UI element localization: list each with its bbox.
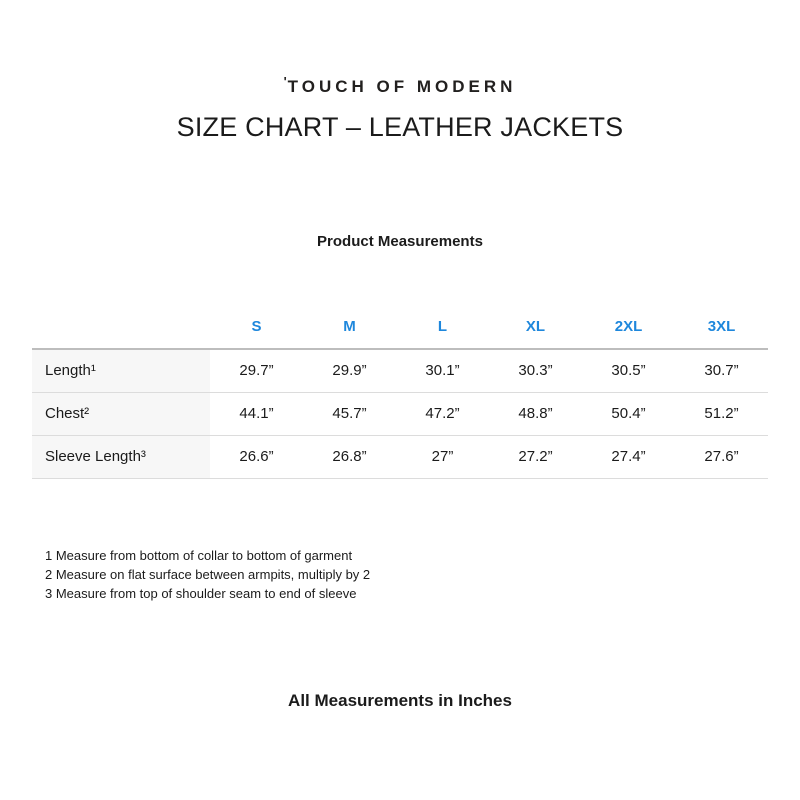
measurement-cell: 30.7” — [675, 349, 768, 392]
measurement-cell: 29.7” — [210, 349, 303, 392]
brand-logo — [0, 74, 800, 97]
page-title: SIZE CHART – LEATHER JACKETS — [176, 112, 624, 142]
row-label-length: Length¹ — [32, 349, 210, 392]
measurement-cell: 26.6” — [210, 435, 303, 478]
size-table — [32, 305, 768, 479]
corner-header-cell — [32, 305, 210, 349]
measurement-cell: 27.6” — [675, 435, 768, 478]
table-row-sleeve-length — [32, 435, 768, 478]
footnote-line-1: 1 Measure from bottom of collar to bottom of garment — [45, 548, 353, 563]
size-column-header-2xl: 2XL — [582, 305, 675, 349]
measurement-cell: 27.4” — [582, 435, 675, 478]
size-header-row — [32, 305, 768, 349]
size-column-header-s: S — [210, 305, 303, 349]
table-row-length — [32, 349, 768, 392]
size-column-header-l: L — [396, 305, 489, 349]
footer-note: All Measurements in Inches — [288, 691, 512, 710]
size-column-header-xl: XL — [489, 305, 582, 349]
measurement-cell: 47.2” — [396, 392, 489, 435]
measurement-cell: 27.2” — [489, 435, 582, 478]
size-column-header-3xl: 3XL — [675, 305, 768, 349]
footnote-line-3: 3 Measure from top of shoulder seam to end of sleeve — [45, 586, 357, 601]
measurement-cell: 44.1” — [210, 392, 303, 435]
measurement-cell: 26.8” — [303, 435, 396, 478]
measurement-cell: 30.5” — [582, 349, 675, 392]
footnote-line-2: 2 Measure on flat surface between armpits, multiply by 2 — [45, 567, 371, 582]
measurement-cell: 50.4” — [582, 392, 675, 435]
measurement-cell: 45.7” — [303, 392, 396, 435]
table-row-chest — [32, 392, 768, 435]
logo-tick-mark: ' — [283, 74, 287, 89]
table-title: Product Measurements — [317, 233, 483, 250]
measurement-cell: 30.1” — [396, 349, 489, 392]
row-label-sleeve-length: Sleeve Length³ — [32, 435, 210, 478]
measurement-cell: 29.9” — [303, 349, 396, 392]
row-label-chest: Chest² — [32, 392, 210, 435]
size-column-header-m: M — [303, 305, 396, 349]
measurement-cell: 27” — [396, 435, 489, 478]
measurement-cell: 30.3” — [489, 349, 582, 392]
footnotes — [45, 546, 370, 603]
logo-text: TOUCH OF MODERN — [287, 77, 517, 96]
measurement-cell: 51.2” — [675, 392, 768, 435]
measurement-cell: 48.8” — [489, 392, 582, 435]
